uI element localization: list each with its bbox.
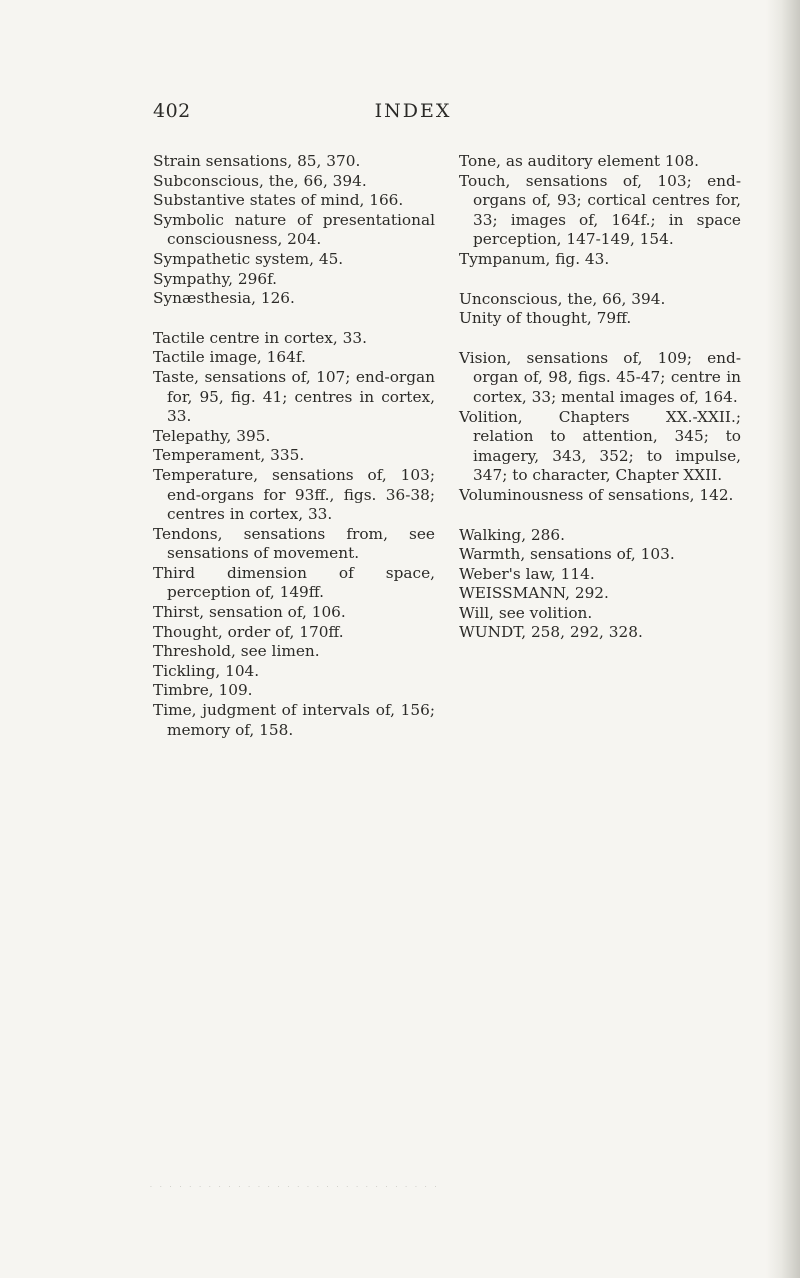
index-entry: Tactile image, 164f. <box>153 348 306 367</box>
index-entry: Tympanum, fig. 43. <box>459 249 610 268</box>
index-entry: Weber's law, 114. <box>459 564 595 583</box>
index-entry: Sympathetic system, 45. <box>153 249 344 268</box>
index-entry: Thought, order of, 170ff. <box>153 622 344 641</box>
index-entry: Taste, sensations of, 107; end-organ for, 95, fig. 41; centres in cortex, 33. <box>153 367 435 426</box>
index-entry: Warmth, sensations of, 103. <box>459 545 675 564</box>
page-edge-shadow <box>766 0 800 1278</box>
index-group <box>153 329 435 740</box>
index-entry: Temperament, 335. <box>153 446 305 465</box>
index-entry: Tactile centre in cortex, 33. <box>153 328 367 347</box>
index-group <box>459 290 741 329</box>
index-entry: Time, judgment of intervals of, 156; memory of, 158. <box>153 701 435 739</box>
bleed-through-marks: . . . . . . . . . . . . . . . . . . . . . . . . . . . . . . <box>150 1182 440 1189</box>
index-entry: Thirst, sensation of, 106. <box>153 603 346 622</box>
index-entry: Synæsthesia, 126. <box>153 289 295 308</box>
index-column-left <box>153 152 435 740</box>
index-group <box>459 526 741 644</box>
index-entry: Volition, Chapters XX.-XXII.; relation to attention, 345; to imagery, 343, 352; to impulse, 347; to character, Chapter XXII. <box>459 407 741 485</box>
index-entry: WEISSMANN, 292. <box>459 584 609 603</box>
index-entry: Will, see volition. <box>459 603 593 622</box>
running-title: INDEX <box>374 100 452 122</box>
index-group <box>459 349 741 506</box>
index-entry: Threshold, see limen. <box>153 642 320 661</box>
index-entry: Timbre, 109. <box>153 681 253 700</box>
index-entry: Subconscious, the, 66, 394. <box>153 171 367 190</box>
index-entry: WUNDT, 258, 292, 328. <box>459 623 643 642</box>
group-separator <box>459 270 741 290</box>
index-entry: Sympathy, 296f. <box>153 269 278 288</box>
index-entry: Temperature, sensations of, 103; end-organs for 93ff., figs. 36-38; centres in cortex, 33. <box>153 465 435 524</box>
group-separator <box>153 309 435 329</box>
index-group <box>459 152 741 270</box>
page-header <box>153 100 673 130</box>
index-entry: Unconscious, the, 66, 394. <box>459 289 666 308</box>
index-entry: Vision, sensations of, 109; end-organ of, 98, figs. 45-47; centre in cortex, 33; mental images of, 164. <box>459 348 741 406</box>
index-entry: Unity of thought, 79ff. <box>459 309 632 328</box>
group-separator <box>459 506 741 526</box>
index-entry: Substantive states of mind, 166. <box>153 191 404 210</box>
index-entry: Tendons, sensations from, see sensations of movement. <box>153 524 435 563</box>
index-column-right <box>459 152 741 643</box>
group-separator <box>459 329 741 349</box>
index-entry: Touch, sensations of, 103; end-organs of, 93; cortical centres for, 33; images of, 164f.; in space perception, 147-149, 154. <box>459 171 741 249</box>
index-entry: Tickling, 104. <box>153 661 260 680</box>
index-entry: Telepathy, 395. <box>153 426 271 445</box>
index-entry: Voluminousness of sensations, 142. <box>459 485 734 504</box>
page-number: 402 <box>153 100 191 122</box>
index-entry: Tone, as auditory element 108. <box>459 152 699 170</box>
index-group <box>153 152 435 309</box>
index-entry: Symbolic nature of presentational consciousness, 204. <box>153 210 435 249</box>
index-entry: Third dimension of space, perception of, 149ff. <box>153 563 435 602</box>
index-entry: Strain sensations, 85, 370. <box>153 152 361 170</box>
index-entry: Walking, 286. <box>459 525 565 544</box>
